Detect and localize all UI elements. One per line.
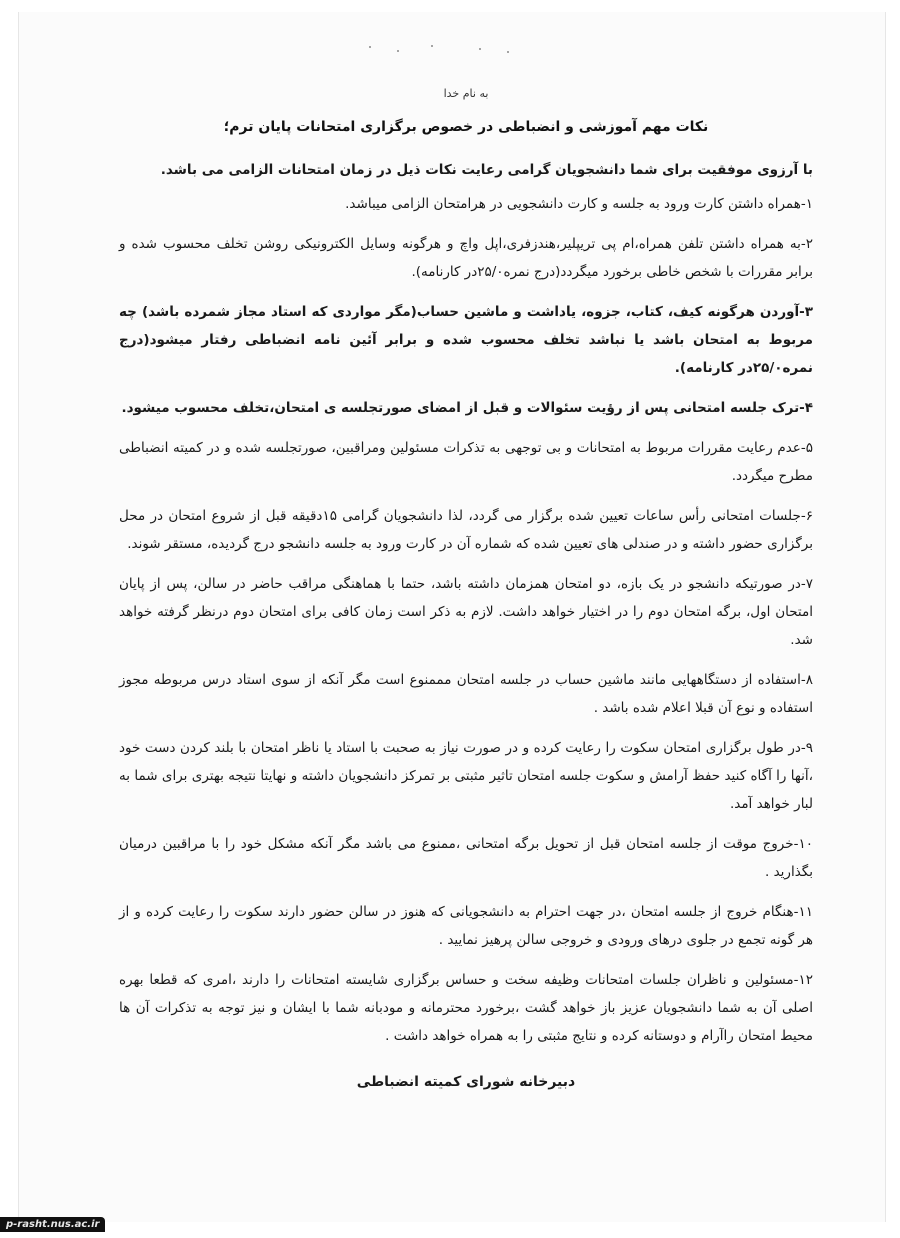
rule-item-5: ۵-عدم رعایت مقررات مربوط به امتحانات و بی توجهی به تذکرات مسئولین ومراقبین، صورتجلسه شده و در کمیته انضباطی مطرح میگردد. — [119, 440, 813, 484]
scanned-page — [18, 12, 886, 1222]
rule-item-10: ۱۰-خروج موقت از جلسه امتحان قبل از تحویل برگه امتحانی ،ممنوع می باشد مگر آنکه مشکل خود را با مراقبین درمیان بگذارید . — [119, 836, 813, 880]
rule-item-9: ۹-در طول برگزاری امتحان سکوت را رعایت کرده و در صورت نیاز به صحبت با استاد یا ناظر امتحان با بلند کردن دست خود ،آنها را آگاه کنید حفظ آرامش و سکوت جلسه امتحان تاثیر مثبتی بر تمرکز دانشجویان داشته و نهایتا نتیجه بهتری برای شما به لبار خواهد آمد. — [119, 740, 813, 812]
rules-list — [119, 190, 813, 1062]
rule-item-7: ۷-در صورتیکه دانشجو در یک بازه، دو امتحان همزمان داشته باشد، حتما با هماهنگی مراقب حاضر در سالن، پس از پایان امتحان اول، برگه امتحان دوم را در اختیار خواهد داشت. لازم به ذکر است زمان کافی برای امتحان دوم درنظر گرفته خواهد شد. — [119, 576, 813, 648]
rule-item-11: ۱۱-هنگام خروج از جلسه امتحان ،در جهت احترام به دانشجویانی که هنوز در سالن حضور دارند سکوت را رعایت کرده و از هر گونه تجمع در جلوی درهای ورودی و خروجی سالن پرهیز نمایید . — [119, 904, 813, 948]
rule-item-8: ۸-استفاده از دستگاههایی مانند ماشین حساب در جلسه امتحان مممنوع است مگر آنکه از سوی استاد درس مربوطه مجوز استفاده و نوع آن قبلا اعلام شده باشد . — [119, 672, 813, 716]
rule-item-2: ۲-به همراه داشتن تلفن همراه،ام پی تریپلیر،هندزفری،اپل واچ و هرگونه وسایل الکترونیکی روشن تخلف محسوب شده و برابر مقررات با شخص خاطی برخورد میگردد(درج نمره۲۵/۰در کارنامه). — [119, 236, 813, 280]
document-title: نکات مهم آموزشی و انضباطی در خصوص برگزاری امتحانات پایان ترم؛ — [223, 119, 709, 135]
document-body — [119, 12, 813, 1222]
rule-item-3: ۳-آوردن هرگونه کیف، کتاب، جزوه، یاداشت و ماشین حساب(مگر مواردی که استاد مجاز شمرده باشد) چه مربوط به امتحان باشد یا نباشد تخلف محسوب شده و برابر آئین نامه انضباطی رفتار میشود(درج نمره۲۵/۰در کارنامه). — [119, 304, 813, 376]
intro-paragraph: با آرزوی موفقیت برای شما دانشجویان گرامی رعایت نکات ذیل در زمان امتحانات الزامی می باشد. — [160, 162, 813, 178]
invocation-text: به نام خدا — [443, 87, 489, 100]
rule-item-6: ۶-جلسات امتحانی رأس ساعات تعیین شده برگزار می گردد، لذا دانشجویان گرامی ۱۵دقیقه قبل از شروع امتحان در محل برگزاری حضور داشته و در صندلی های تعیین شده که شماره آن در کارت ورود به جلسه دانشجو درج گردیده، مستقر شوند. — [119, 508, 813, 552]
site-watermark: p-rasht.nus.ac.ir — [0, 1217, 105, 1232]
rule-item-12: ۱۲-مسئولین و ناظران جلسات امتحانات وظیفه سخت و حساس برگزاری شایسته امتحانات را دارند ،امری که قطعا بهره اصلی آن به شما دانشجویان عزیز باز خواهد گشت ،برخورد محترمانه و مودبانه شما با ایشان و نیز توجه به تذکرات آن ها محیط امتحان راآرام و دوستانه کرده و نتایج مثبتی را به همراه خواهد داشت . — [119, 972, 813, 1044]
rule-item-4: ۴-ترک جلسه امتحانی پس از رؤیت سئوالات و قبل از امضای صورتجلسه ی امتحان،تخلف محسوب میشود. — [121, 400, 813, 416]
signature-line: دبیرخانه شورای کمیته انضباطی — [356, 1074, 576, 1090]
rule-item-1: ۱-همراه داشتن کارت ورود به جلسه و کارت دانشجویی در هرامتحان الزامی میباشد. — [345, 196, 813, 212]
